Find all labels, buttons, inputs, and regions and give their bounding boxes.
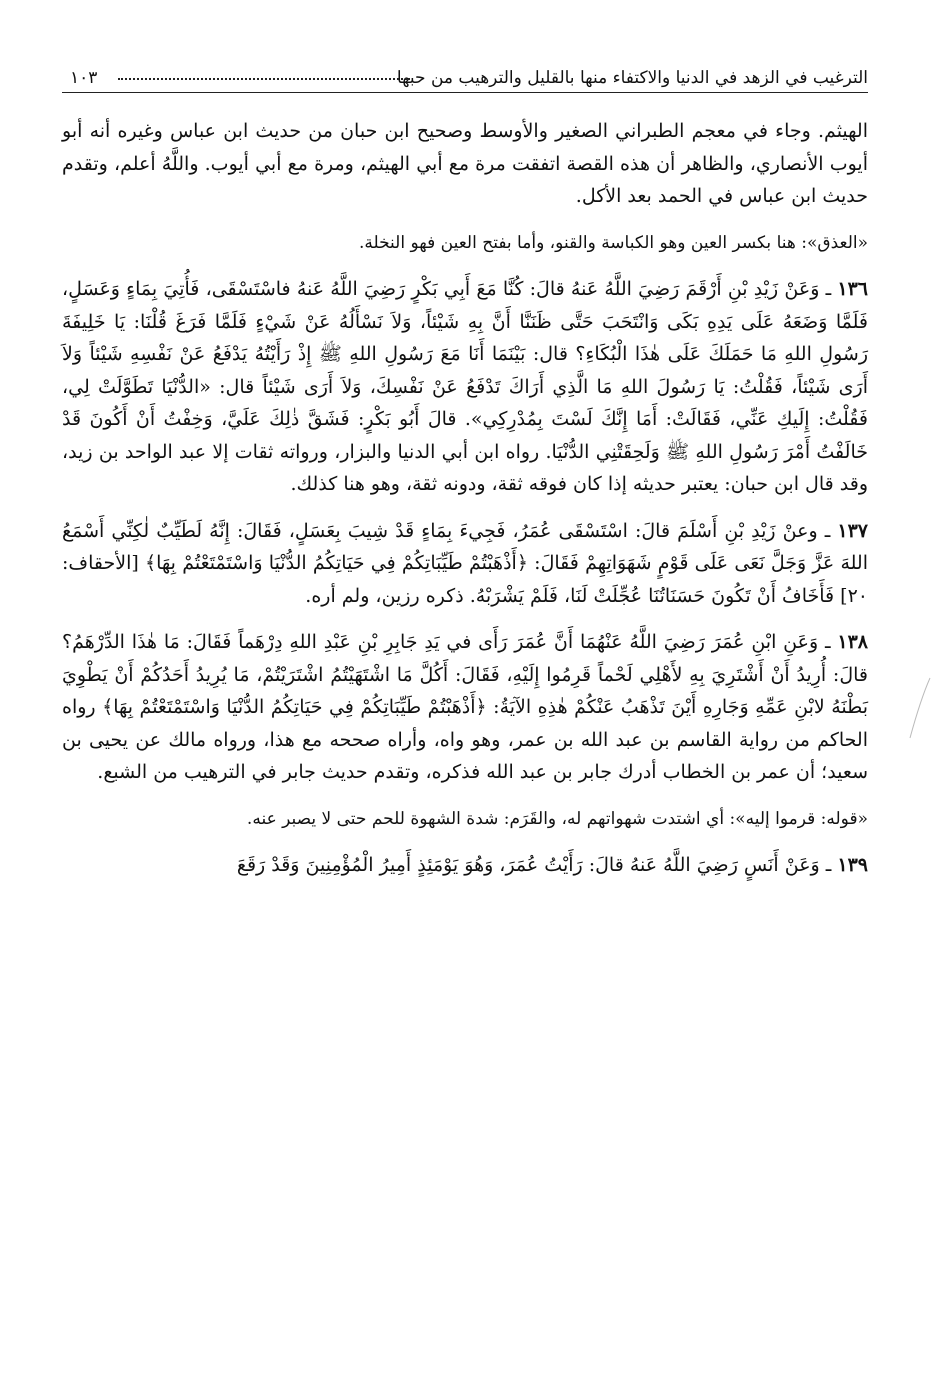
gloss-paragraph: «العذق»: هنا بكسر العين وهو الكباسة والقنو، وأما بفتح العين فهو النخلة.	[358, 232, 868, 253]
hadith-number: ١٣٨	[837, 631, 869, 653]
hadith-text: ـ وَعَنِ ابْنِ عُمَرَ رَضِيَ اللَّهُ عَنْهُمَا أَنَّ عُمَرَ رَأَى في يَدِ جَابِرِ بْنِ عَبْدِ اللهِ دِرْهَماً فَقَالَ: مَا هٰذَا الدِّرْهَمُ؟ قالَ: أُرِيدُ أَنْ أَشْتَرِيَ بِهِ لأَهْلِي لَحْماً قَرِمُوا إِلَيْهِ، فَقَالَ: أَكُلَّ مَا اشْتَهَيْتُمُ اشْتَرَيْتُمْ، مَا يُرِيدُ أَحَدُكُمْ أَنْ يَطْوِيَ بَطْنَهُ لابْنِ عَمِّهِ وَجَارِهِ أَيْنَ تَذْهَبُ عَنْكُمْ هٰذِهِ الآيَةُ: ﴿أَذْهَبْتُمْ طَيِّبَاتِكُمْ فِي حَيَاتِكُمُ الدُّنْيَا وَاسْتَمْتَعْتُمْ بِهَا﴾ رواه الحاكم من رواية القاسم بن عبد الله بن عمر، وهو واه، وأراه صححه مع هذا، ورواه مالك عن يحيى بن سعيد؛ أن عمر بن الخطاب أدرك جابر بن عبد الله فذكره، وتقدم حديث جابر في الترهيب من الشبع.	[62, 631, 868, 783]
hadith-number: ١٣٩	[837, 854, 868, 876]
header-title: الترغيب في الزهد في الدنيا والاكتفاء منها بالقليل والترهيب من حبها	[396, 68, 868, 88]
book-page	[62, 48, 868, 882]
hadith-number: ١٣٦	[837, 278, 868, 300]
hadith-139	[62, 849, 868, 882]
margin-pencil-mark	[908, 676, 932, 740]
running-header	[62, 48, 868, 93]
hadith-text: ـ وعنْ زَيْدِ بْنِ أَسْلَمَ قالَ: اسْتَسْقَى عُمَرُ، فَجِيءَ بِمَاءٍ قَدْ شِيبَ بِعَسَلٍ، فَقَالَ: إِنَّهُ لَطَيِّبٌ لٰكِنِّي أَسْمَعُ اللهَ عَزَّ وَجَلَّ نَعَى عَلَى قَوْمٍ شَهَوَاتِهِمْ فَقَالَ: ﴿أَذْهَبْتُمْ طَيِّبَاتِكُمْ فِي حَيَاتِكُمُ الدُّنْيَا وَاسْتَمْتَعْتُمْ بِهَا﴾ [الأحقاف: ٢٠] فَأَخَافُ أَنْ تَكُونَ حَسَنَاتُنَا عُجِّلَتْ لَنَا، فَلَمْ يَشْرَبْهُ. ذكره رزين، ولم أره.	[62, 519, 868, 607]
hadith-136	[62, 273, 868, 501]
gloss-paragraph: «قوله: قرموا إليه»: أي اشتدت شهواتهم له، والقَرَم: شدة الشهوة للحم حتى لا يصبر عنه.	[246, 808, 868, 829]
hadith-text: ـ وَعَنْ زَيْدِ بْنِ أَرْقَمَ رَضِيَ اللَّهُ عَنهُ قالَ: كُنَّا مَعَ أَبِي بَكْرٍ رَضِيَ اللَّهُ عَنهُ فاسْتَسْقَى، فَأُتِيَ بِمَاءٍ وَعَسَلٍ، فَلَمَّا وَضَعَهُ عَلَى يَدِهِ بَكَى وَانْتَحَبَ حَتَّى ظَنَنَّا أَنَّ بِهِ شَيْئاً، وَلاَ نَسْأَلُهُ عَنْ شَيْءٍ فَلَمَّا فَرَغَ قُلْنَا: يَا خَلِيفَةَ رَسُولِ اللهِ مَا حَمَلَكَ عَلَى هٰذَا الْبُكَاءِ؟ قال: بَيْنَمَا أَنَا مَعَ رَسُولِ اللهِ ﷺ إِذْ رَأَيْتُهُ يَدْفَعُ عَنْ نَفْسِهِ شَيْئاً وَلاَ أَرَى شَيْئاً، فَقُلْتُ: يَا رَسُولَ اللهِ مَا الَّذِي أَرَاكَ تَدْفَعُ عَنْ نَفْسِكَ، وَلاَ أَرَى شَيْئاً قال: «الدُّنْيَا تَطَوَّلَتْ لِي، فَقُلْتُ: إِلَيكِ عَنِّي، فَقَالَتْ: أَمَا إِنَّكَ لَسْتَ بِمُدْرِكِي». قالَ أَبُو بَكْرٍ: فَشَقَّ ذٰلِكَ عَلَيَّ، وَخِفْتُ أَنْ أَكُونَ قَدْ خَالَفْتُ أَمْرَ رَسُولِ اللهِ ﷺ وَلَحِقَتْنِي الدُّنْيَا. رواه ابن أبي الدنيا والبزار، ورواته ثقات إلا عبد الواحد بن زيد، وقد قال ابن حبان: يعتبر حديثه إذا كان فوقه ثقة، ودونه ثقة، وهو هنا كذلك.	[62, 278, 868, 495]
hadith-138	[62, 626, 868, 789]
paragraph-continuation: الهيثم. وجاء في معجم الطبراني الصغير والأوسط وصحيح ابن حبان من حديث ابن عباس وغيره أنه أبو أيوب الأنصاري، والظاهر أن هذه القصة اتفقت مرة مع أبي الهيثم، ومرة مع أبي أيوب. واللَّهُ أعلم، وتقدم حديث ابن عباس في الحمد بعد الأكل.	[62, 120, 868, 207]
hadith-number: ١٣٧	[837, 519, 868, 542]
page-number: ١٠٣	[70, 68, 98, 88]
hadith-137	[62, 515, 868, 613]
hadith-text: ـ وَعَنْ أَنَسٍ رَضِيَ اللَّهُ عَنهُ قالَ: رَأَيْتُ عُمَرَ، وَهُوَ يَوْمَئِذٍ أَمِيرُ الْمُؤْمِنِينَ وَقَدْ رَقَعَ	[236, 854, 832, 876]
header-dot-leader	[118, 78, 410, 80]
